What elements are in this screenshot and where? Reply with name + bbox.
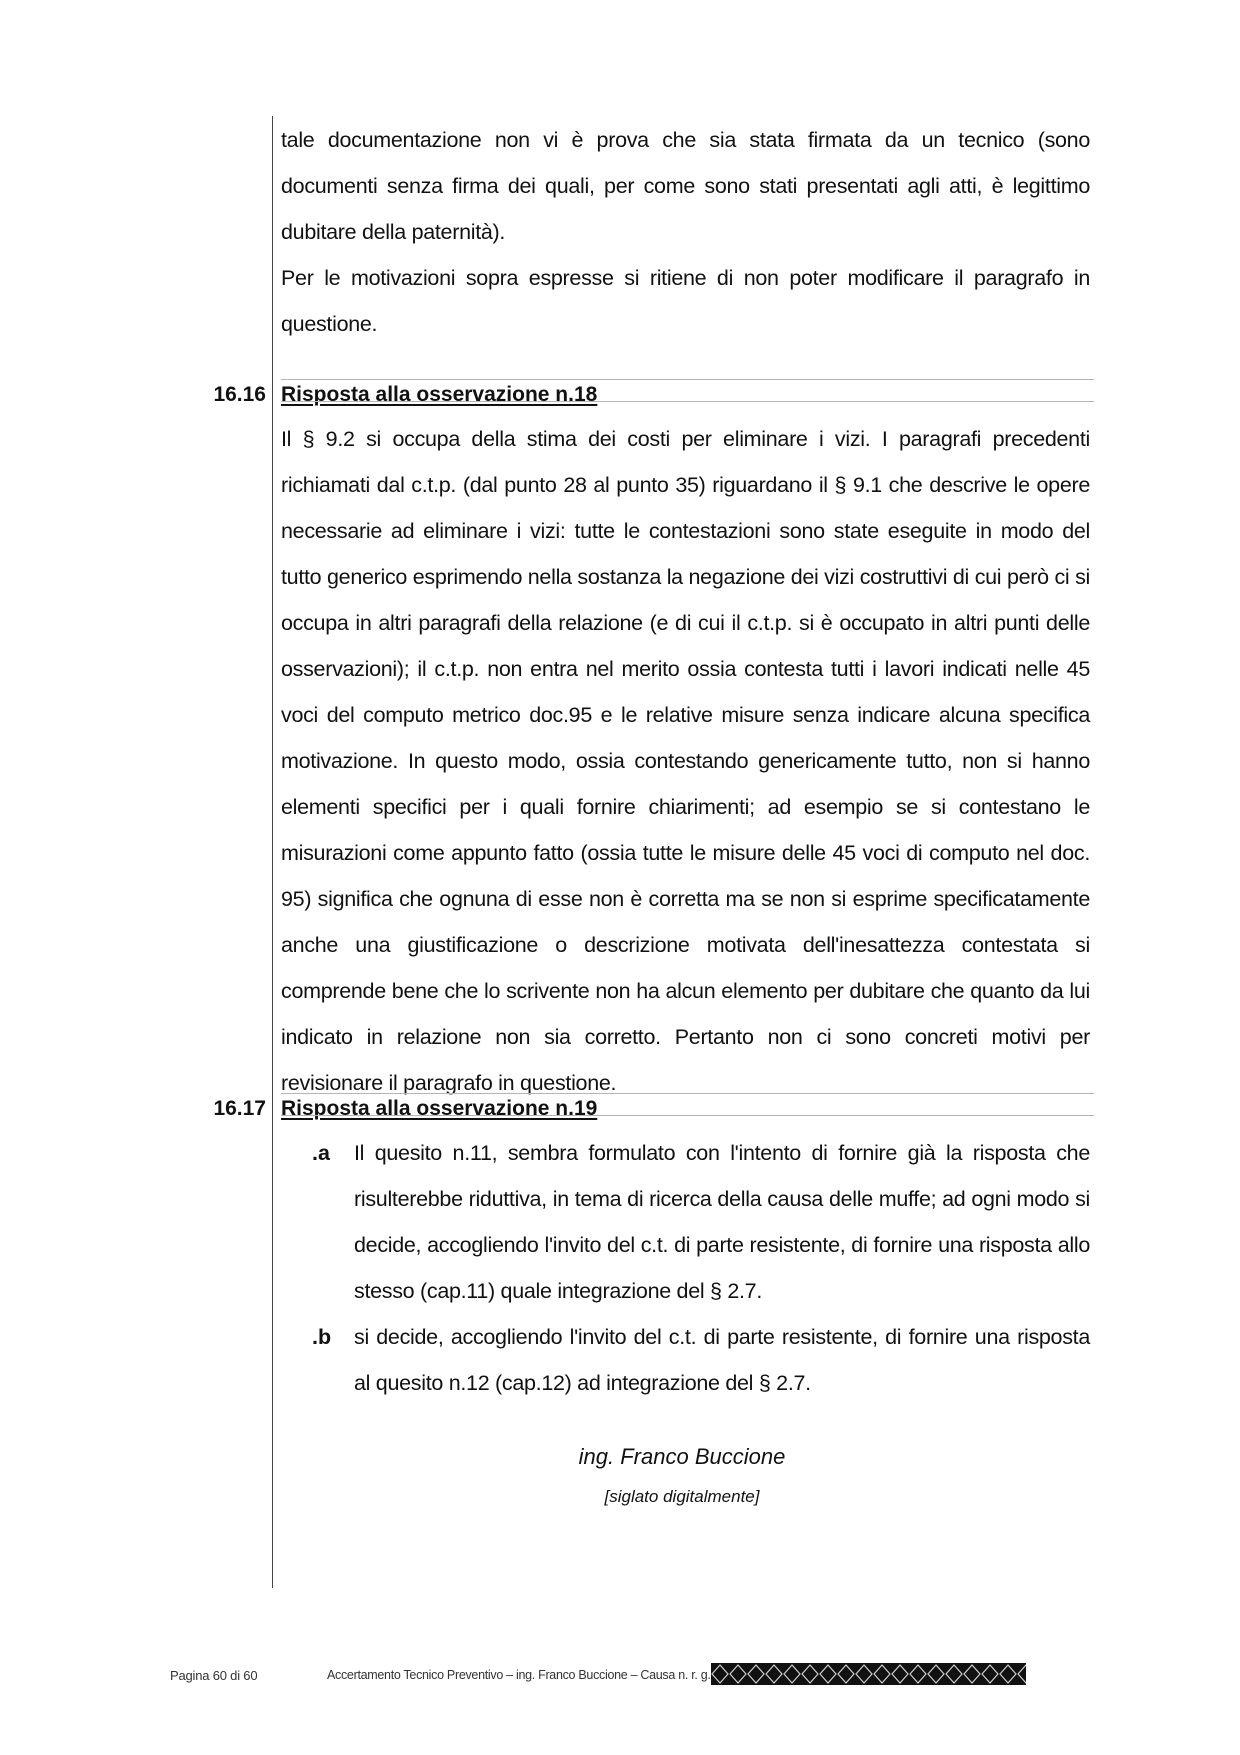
section-body: Il § 9.2 si occupa della stima dei costi per eliminare i vizi. I paragrafi precedenti richiamati dal c.t.p. (dal punto 28 al punto 35) riguardano il § 9.1 che descrive le opere necessarie ad eliminare i vizi: tutte le contestazioni sono state eseguite in modo del tutto generico esprimendo nella sostanza la negazione dei vizi costruttivi di cui però ci si occupa in altri paragrafi della relazione (e di cui il c.t.p. si è occupato in altri punti delle osservazioni); il c.t.p. non entra nel merito ossia contesta tutti i lavori indicati nelle 45 voci del computo metrico doc.95 e le relative misure senza indicare alcuna specifica motivazione. In questo modo, ossia contestando genericamente tutto, non si hanno elementi specifici per i quali fornire chiarimenti; ad esempio se si contestano le misurazioni come appunto fatto (ossia tutte le misure delle 45 voci di computo nel doc. 95) significa che ognuna di esse non è corretta ma se non si esprime specificatamente anche una giustificazione o descrizione motivata dell'inesattezza contestata si comprende bene che lo scrivente non ha alcun elemento per dubitare che quanto da lui indicato in relazione non sia corretto. Pertanto non ci sono concreti motivi per revisionare il paragrafo in questione. <box>281 427 1090 1095</box>
footer-document-title: Accertamento Tecnico Preventivo – ing. Franco Buccione – Causa n. r. g. <box>327 1668 711 1682</box>
list-item-text: si decide, accogliendo l'invito del c.t. di parte resistente, di fornire una risposta al quesito n.12 (cap.12) ad integrazione del § 2.7. <box>354 1325 1090 1395</box>
section-rule-bottom <box>281 401 1094 402</box>
list-item-marker: .a <box>312 1141 330 1165</box>
section-title: Risposta alla osservazione n.18 <box>281 383 598 406</box>
list-item-text: Il quesito n.11, sembra formulato con l'intento di fornire già la risposta che risulterebbe riduttiva, in tema di ricerca della causa delle muffe; ad ogni modo si decide, accogliendo l'invito del c.t. di parte resistente, di fornire una risposta allo stesso (cap.11) quale integrazione del § 2.7. <box>354 1141 1090 1303</box>
signature-note: [siglato digitalmente] <box>604 1487 760 1506</box>
section-number: 16.16 <box>213 383 266 406</box>
section-rule-bottom <box>281 1115 1094 1116</box>
intro-paragraph-2: Per le motivazioni sopra espresse si ritiene di non poter modificare il paragrafo in questione. <box>281 266 1090 336</box>
footer-page-number: Pagina 60 di 60 <box>170 1668 258 1683</box>
list-item-marker: .b <box>312 1325 332 1349</box>
section-number: 16.17 <box>213 1097 266 1120</box>
intro-paragraph-1: tale documentazione non vi è prova che sia stata firmata da un tecnico (sono documenti senza firma dei quali, per come sono stati presentati agli atti, è legittimo dubitare della paternità). <box>281 128 1090 244</box>
signature-name: ing. Franco Buccione <box>578 1444 786 1469</box>
section-title: Risposta alla osservazione n.19 <box>281 1097 598 1120</box>
left-margin-rule <box>272 116 273 1588</box>
redaction-pattern <box>711 1663 1026 1685</box>
